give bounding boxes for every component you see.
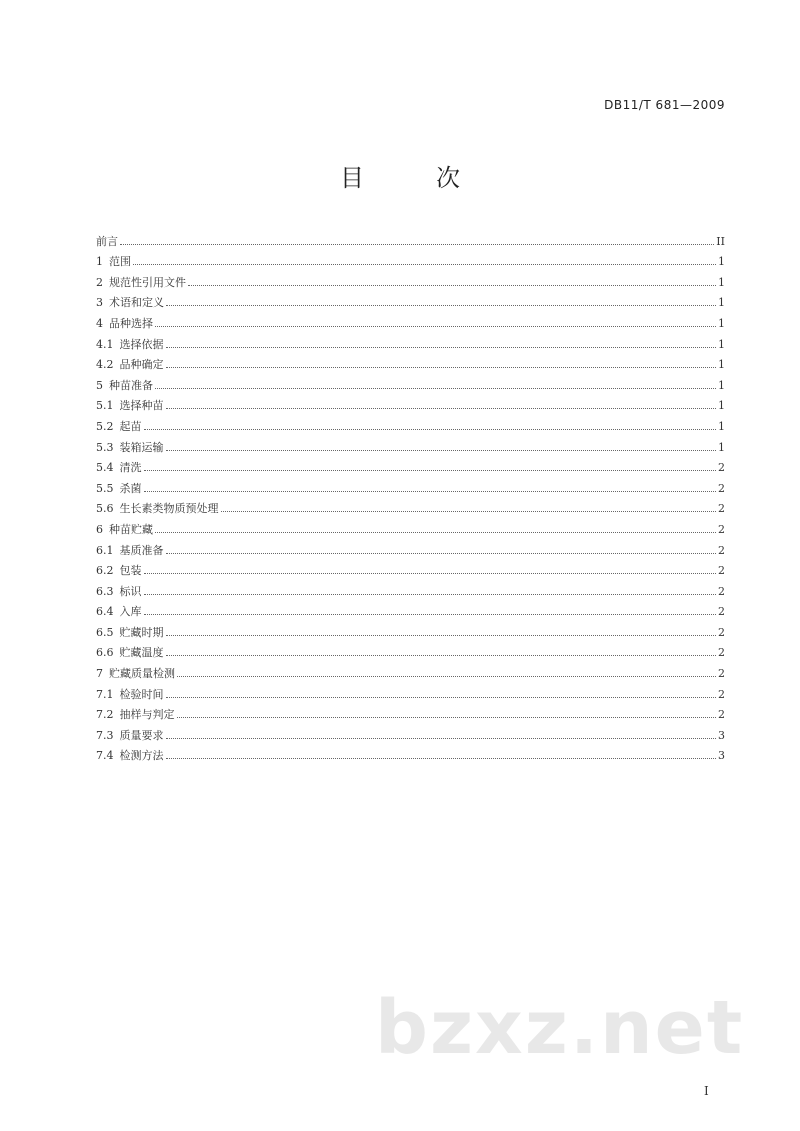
toc-entry[interactable] <box>96 433 725 454</box>
toc-entry-title: 规范性引用文件 <box>109 275 186 289</box>
toc-entry-title: 检验时间 <box>119 687 164 701</box>
toc-entry[interactable] <box>96 618 725 639</box>
toc-entry-title: 选择依据 <box>119 337 164 351</box>
toc-entry-page: 1 <box>718 358 725 372</box>
toc-leader-dots <box>133 263 716 265</box>
toc-entry-page: 1 <box>718 296 725 310</box>
toc-entry-label <box>96 502 219 515</box>
toc-leader-dots <box>166 552 717 554</box>
toc-entry-number: 6.3 <box>96 584 114 598</box>
toc-entry[interactable] <box>96 412 725 433</box>
toc-entry[interactable] <box>96 392 725 413</box>
toc-entry-title: 品种确定 <box>119 358 164 372</box>
toc-entry-number: 5.3 <box>96 440 114 454</box>
toc-entry-title: 前言 <box>96 234 118 248</box>
toc-entry-label <box>96 544 164 557</box>
toc-entry-number: 5 <box>96 378 103 392</box>
toc-entry-label <box>96 605 142 618</box>
toc-leader-dots <box>166 449 717 451</box>
table-of-contents <box>96 227 725 762</box>
toc-entry-number: 6.2 <box>96 564 114 578</box>
toc-entry[interactable] <box>96 742 725 763</box>
toc-leader-dots <box>144 572 717 574</box>
toc-entry-title: 贮藏温度 <box>119 646 164 660</box>
toc-entry-label <box>96 708 175 721</box>
toc-entry-label <box>96 276 186 289</box>
toc-leader-dots <box>166 654 717 656</box>
toc-entry-label <box>96 729 164 742</box>
toc-entry-label <box>96 255 131 268</box>
toc-entry-page: 1 <box>718 399 725 413</box>
toc-leader-dots <box>144 593 717 595</box>
toc-entry[interactable] <box>96 598 725 619</box>
toc-leader-dots <box>166 346 717 348</box>
toc-entry[interactable] <box>96 721 725 742</box>
toc-leader-dots <box>221 510 717 512</box>
toc-entry[interactable] <box>96 474 725 495</box>
page-number: I <box>704 1084 709 1098</box>
toc-entry-title: 选择种苗 <box>119 399 164 413</box>
toc-entry-title: 质量要求 <box>119 728 164 742</box>
toc-entry-number: 6.6 <box>96 646 114 660</box>
toc-entry-page: II <box>716 234 725 248</box>
toc-entry-label <box>96 235 118 248</box>
toc-entry-page: 3 <box>718 728 725 742</box>
toc-entry-number: 4 <box>96 316 103 330</box>
toc-leader-dots <box>177 675 716 677</box>
toc-leader-dots <box>144 428 717 430</box>
toc-leader-dots <box>166 737 717 739</box>
toc-entry-title: 术语和定义 <box>109 296 164 310</box>
toc-entry-page: 1 <box>718 440 725 454</box>
toc-entry-label <box>96 482 142 495</box>
toc-entry-number: 6 <box>96 522 103 536</box>
toc-entry-title: 杀菌 <box>119 481 142 495</box>
toc-entry-label <box>96 626 164 639</box>
toc-entry-number: 5.5 <box>96 481 114 495</box>
toc-entry-number: 5.6 <box>96 502 114 516</box>
toc-entry-number: 6.4 <box>96 605 114 619</box>
toc-leader-dots <box>144 490 717 492</box>
toc-entry-label <box>96 461 142 474</box>
toc-entry-page: 2 <box>718 625 725 639</box>
toc-entry-number: 7.3 <box>96 728 114 742</box>
toc-entry-label <box>96 420 142 433</box>
toc-entry-label <box>96 296 164 309</box>
toc-entry-page: 2 <box>718 687 725 701</box>
toc-entry-title: 标识 <box>119 584 142 598</box>
toc-entry[interactable] <box>96 227 725 248</box>
toc-entry-label <box>96 646 164 659</box>
toc-entry-title: 装箱运输 <box>119 440 164 454</box>
toc-entry-page: 2 <box>718 502 725 516</box>
toc-entry[interactable] <box>96 289 725 310</box>
watermark: bzxz.net <box>375 985 745 1071</box>
toc-entry-title: 生长素类物质预处理 <box>119 502 219 516</box>
toc-entry-number: 6.1 <box>96 543 114 557</box>
toc-entry-page: 2 <box>718 667 725 681</box>
toc-entry-title: 基质准备 <box>119 543 164 557</box>
toc-entry-number: 2 <box>96 275 103 289</box>
toc-entry[interactable] <box>96 680 725 701</box>
toc-entry-title: 范围 <box>109 255 131 269</box>
toc-entry-page: 1 <box>718 255 725 269</box>
toc-leader-dots <box>166 407 717 409</box>
toc-entry-label <box>96 564 142 577</box>
toc-leader-dots <box>144 613 717 615</box>
toc-entry-number: 5.1 <box>96 399 114 413</box>
toc-entry-title: 包装 <box>119 564 142 578</box>
toc-entry[interactable] <box>96 371 725 392</box>
toc-entry[interactable] <box>96 639 725 660</box>
toc-entry-page: 2 <box>718 543 725 557</box>
toc-entry[interactable] <box>96 495 725 516</box>
toc-entry-page: 2 <box>718 708 725 722</box>
toc-entry-title: 入库 <box>119 605 142 619</box>
toc-entry-label <box>96 399 164 412</box>
toc-entry-number: 7.1 <box>96 687 114 701</box>
toc-leader-dots <box>166 304 716 306</box>
toc-entry[interactable] <box>96 536 725 557</box>
toc-entry-title: 抽样与判定 <box>119 708 175 722</box>
toc-entry-label <box>96 749 164 762</box>
toc-entry-label <box>96 441 164 454</box>
toc-entry-number: 4.1 <box>96 337 114 351</box>
toc-entry-page: 1 <box>718 316 725 330</box>
toc-leader-dots <box>155 531 716 533</box>
toc-entry[interactable] <box>96 330 725 351</box>
toc-entry-page: 1 <box>718 275 725 289</box>
toc-entry[interactable] <box>96 351 725 372</box>
toc-entry-number: 7.4 <box>96 749 114 763</box>
toc-leader-dots <box>188 284 716 286</box>
toc-entry-title: 检测方法 <box>119 749 164 763</box>
toc-entry-label <box>96 358 164 371</box>
toc-entry-number: 3 <box>96 296 103 310</box>
toc-leader-dots <box>177 716 717 718</box>
toc-entry[interactable] <box>96 577 725 598</box>
toc-entry-number: 1 <box>96 255 103 269</box>
toc-leader-dots <box>144 469 717 471</box>
toc-entry-title: 贮藏时期 <box>119 625 164 639</box>
toc-entry[interactable] <box>96 701 725 722</box>
toc-entry-number: 5.2 <box>96 419 114 433</box>
toc-entry-label <box>96 585 142 598</box>
toc-entry[interactable] <box>96 515 725 536</box>
toc-leader-dots <box>166 366 717 368</box>
toc-entry-page: 2 <box>718 461 725 475</box>
toc-leader-dots <box>155 325 716 327</box>
page-title: 目 次 <box>340 164 484 192</box>
toc-leader-dots <box>155 387 716 389</box>
toc-entry[interactable] <box>96 557 725 578</box>
toc-leader-dots <box>120 243 714 245</box>
toc-entry-page: 1 <box>718 378 725 392</box>
toc-entry-number: 7 <box>96 667 103 681</box>
toc-entry-number: 7.2 <box>96 708 114 722</box>
toc-entry-number: 4.2 <box>96 358 114 372</box>
toc-entry[interactable] <box>96 309 725 330</box>
toc-entry[interactable] <box>96 659 725 680</box>
toc-entry-label <box>96 379 153 392</box>
toc-entry-label <box>96 667 175 680</box>
toc-leader-dots <box>166 757 717 759</box>
toc-entry-title: 起苗 <box>119 419 142 433</box>
toc-entry-page: 2 <box>718 605 725 619</box>
toc-entry-label <box>96 688 164 701</box>
toc-entry-page: 3 <box>718 749 725 763</box>
toc-leader-dots <box>166 696 717 698</box>
toc-entry-label <box>96 523 153 536</box>
toc-entry-title: 清洗 <box>119 461 142 475</box>
toc-entry-title: 品种选择 <box>109 316 153 330</box>
toc-entry-page: 2 <box>718 646 725 660</box>
toc-entry-page: 2 <box>718 481 725 495</box>
toc-entry-page: 2 <box>718 564 725 578</box>
toc-entry-label <box>96 338 164 351</box>
toc-entry-number: 5.4 <box>96 461 114 475</box>
document-code: DB11/T 681—2009 <box>604 98 725 112</box>
toc-entry-page: 1 <box>718 337 725 351</box>
toc-entry[interactable] <box>96 248 725 269</box>
toc-entry-page: 1 <box>718 419 725 433</box>
toc-leader-dots <box>166 634 717 636</box>
toc-entry[interactable] <box>96 454 725 475</box>
toc-entry-title: 贮藏质量检测 <box>109 667 175 681</box>
toc-entry-page: 2 <box>718 584 725 598</box>
toc-entry-title: 种苗贮藏 <box>109 522 153 536</box>
toc-entry[interactable] <box>96 268 725 289</box>
toc-entry-label <box>96 317 153 330</box>
toc-entry-page: 2 <box>718 522 725 536</box>
toc-entry-number: 6.5 <box>96 625 114 639</box>
toc-entry-title: 种苗准备 <box>109 378 153 392</box>
